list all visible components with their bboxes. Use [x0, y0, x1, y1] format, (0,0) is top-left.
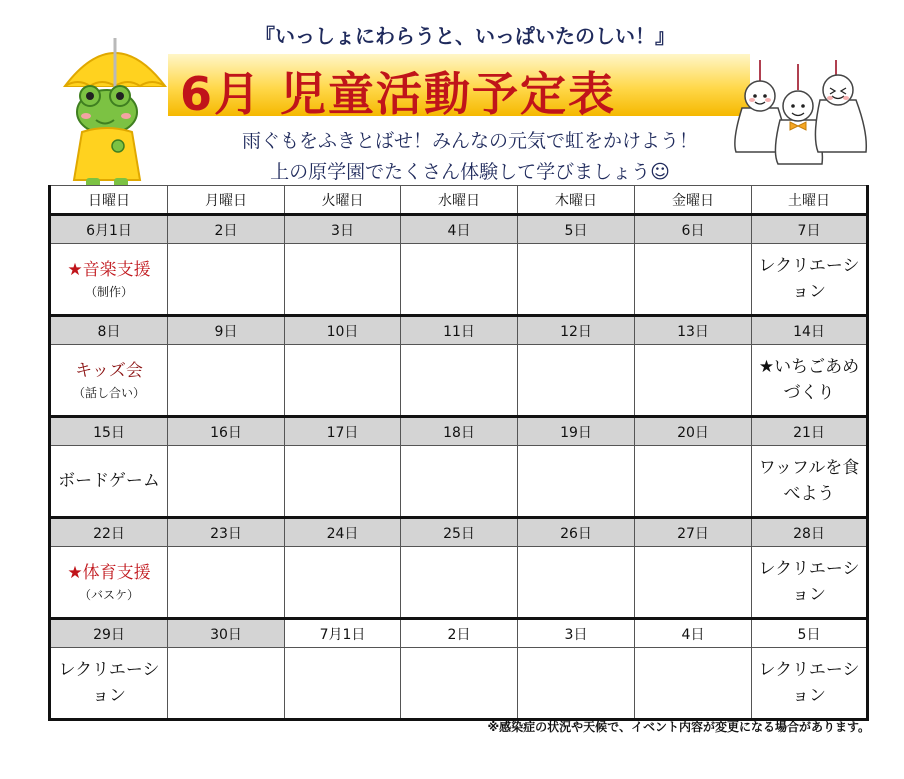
date-cell: 27日: [635, 518, 752, 547]
event-cell: [50, 547, 168, 619]
empty-event-cell: [168, 345, 285, 417]
date-cell: 2日: [168, 215, 285, 244]
weekday-header-row: [50, 186, 868, 215]
date-cell: 22日: [50, 518, 168, 547]
footnote: ※感染症の状況や天候で、イベント内容が変更になる場合があります。: [487, 720, 870, 734]
event-row: [50, 648, 868, 720]
subtitle-1: 雨ぐもをふきとばせ！みんなの元気で虹をかけよう！: [241, 130, 698, 152]
empty-event-cell: [635, 547, 752, 619]
weekday-header: 水曜日: [401, 186, 518, 215]
empty-event-cell: [285, 244, 401, 316]
event-cell: [752, 345, 868, 417]
empty-event-cell: [401, 648, 518, 720]
weekday-header: 土曜日: [752, 186, 868, 215]
event-content: [51, 648, 167, 718]
empty-event-cell: [518, 648, 635, 720]
empty-event-cell: [168, 244, 285, 316]
date-cell: 29日: [50, 619, 168, 648]
empty-event-cell: [285, 345, 401, 417]
event-row: [50, 244, 868, 316]
date-cell: 25日: [401, 518, 518, 547]
weekday-header: 月曜日: [168, 186, 285, 215]
event-row: [50, 446, 868, 518]
empty-event-cell: [635, 446, 752, 518]
motto: 『いっしょにわらうと、いっぱいたのしい！』: [255, 24, 675, 48]
event-note: （話し合い）: [72, 386, 145, 400]
event-content: [752, 345, 866, 415]
date-cell: 3日: [285, 215, 401, 244]
date-cell: 13日: [635, 316, 752, 345]
event-cell: [752, 648, 868, 720]
date-cell: 4日: [401, 215, 518, 244]
empty-event-cell: [518, 446, 635, 518]
date-cell: 10日: [285, 316, 401, 345]
event-title: ★体育支援: [67, 563, 151, 583]
empty-event-cell: [285, 547, 401, 619]
event-cell: [752, 446, 868, 518]
weekday-header: 日曜日: [50, 186, 168, 215]
event-row: [50, 547, 868, 619]
frog-umbrella-illustration: [60, 28, 170, 193]
empty-event-cell: [168, 547, 285, 619]
weekday-header: 木曜日: [518, 186, 635, 215]
event-content: [51, 547, 167, 617]
date-cell: 20日: [635, 417, 752, 446]
empty-event-cell: [401, 345, 518, 417]
event-cell: [50, 345, 168, 417]
event-content: [51, 446, 167, 516]
event-title: ★音楽支援: [67, 260, 151, 280]
date-row: [50, 619, 868, 648]
date-cell: 18日: [401, 417, 518, 446]
event-content: [51, 345, 167, 415]
date-row: [50, 215, 868, 244]
event-cell: [50, 648, 168, 720]
event-cell: [752, 547, 868, 619]
date-cell: 24日: [285, 518, 401, 547]
date-cell: 6日: [635, 215, 752, 244]
date-cell: 30日: [168, 619, 285, 648]
event-title: ★いちごあめづくり: [758, 357, 860, 403]
event-title: レクリエーション: [758, 256, 860, 302]
date-cell: 12日: [518, 316, 635, 345]
event-cell: [752, 244, 868, 316]
empty-event-cell: [168, 446, 285, 518]
event-content: [752, 244, 866, 314]
date-cell: 2日: [401, 619, 518, 648]
empty-event-cell: [518, 345, 635, 417]
event-note: （制作）: [84, 285, 133, 299]
date-cell: 8日: [50, 316, 168, 345]
event-row: [50, 345, 868, 417]
empty-event-cell: [635, 244, 752, 316]
date-cell: 4日: [635, 619, 752, 648]
date-cell: 9日: [168, 316, 285, 345]
weekday-header: 火曜日: [285, 186, 401, 215]
teru-teru-bozu-illustration: [728, 60, 878, 170]
event-title: ボードゲーム: [58, 471, 160, 491]
date-cell: 7月1日: [285, 619, 401, 648]
date-cell: 6月1日: [50, 215, 168, 244]
event-title: レクリエーション: [758, 660, 860, 706]
event-content: [51, 244, 167, 314]
date-cell: 7日: [752, 215, 868, 244]
event-content: [752, 446, 866, 516]
date-cell: 5日: [518, 215, 635, 244]
calendar-table: [48, 185, 869, 721]
empty-event-cell: [401, 547, 518, 619]
date-cell: 26日: [518, 518, 635, 547]
date-cell: 23日: [168, 518, 285, 547]
date-cell: 14日: [752, 316, 868, 345]
date-cell: 19日: [518, 417, 635, 446]
event-title: ワッフルを食べよう: [758, 458, 860, 504]
event-title: レクリエーション: [58, 660, 160, 706]
date-cell: 11日: [401, 316, 518, 345]
date-cell: 5日: [752, 619, 868, 648]
empty-event-cell: [401, 446, 518, 518]
event-content: [752, 547, 866, 617]
page-title: 6月 児童活動予定表: [180, 67, 617, 121]
subtitle-2: 上の原学園でたくさん体験して学びましょう☺: [270, 161, 670, 183]
empty-event-cell: [518, 244, 635, 316]
empty-event-cell: [285, 446, 401, 518]
date-cell: 21日: [752, 417, 868, 446]
empty-event-cell: [635, 345, 752, 417]
date-row: [50, 316, 868, 345]
empty-event-cell: [168, 648, 285, 720]
event-note: （バスケ）: [78, 588, 139, 602]
event-cell: [50, 446, 168, 518]
date-row: [50, 417, 868, 446]
date-cell: 15日: [50, 417, 168, 446]
weekday-header: 金曜日: [635, 186, 752, 215]
empty-event-cell: [518, 547, 635, 619]
empty-event-cell: [401, 244, 518, 316]
date-cell: 17日: [285, 417, 401, 446]
event-cell: [50, 244, 168, 316]
event-title: レクリエーション: [758, 559, 860, 605]
empty-event-cell: [285, 648, 401, 720]
event-content: [752, 648, 866, 718]
date-cell: 28日: [752, 518, 868, 547]
date-cell: 16日: [168, 417, 285, 446]
date-cell: 3日: [518, 619, 635, 648]
empty-event-cell: [635, 648, 752, 720]
date-row: [50, 518, 868, 547]
event-title: キッズ会: [75, 361, 143, 381]
